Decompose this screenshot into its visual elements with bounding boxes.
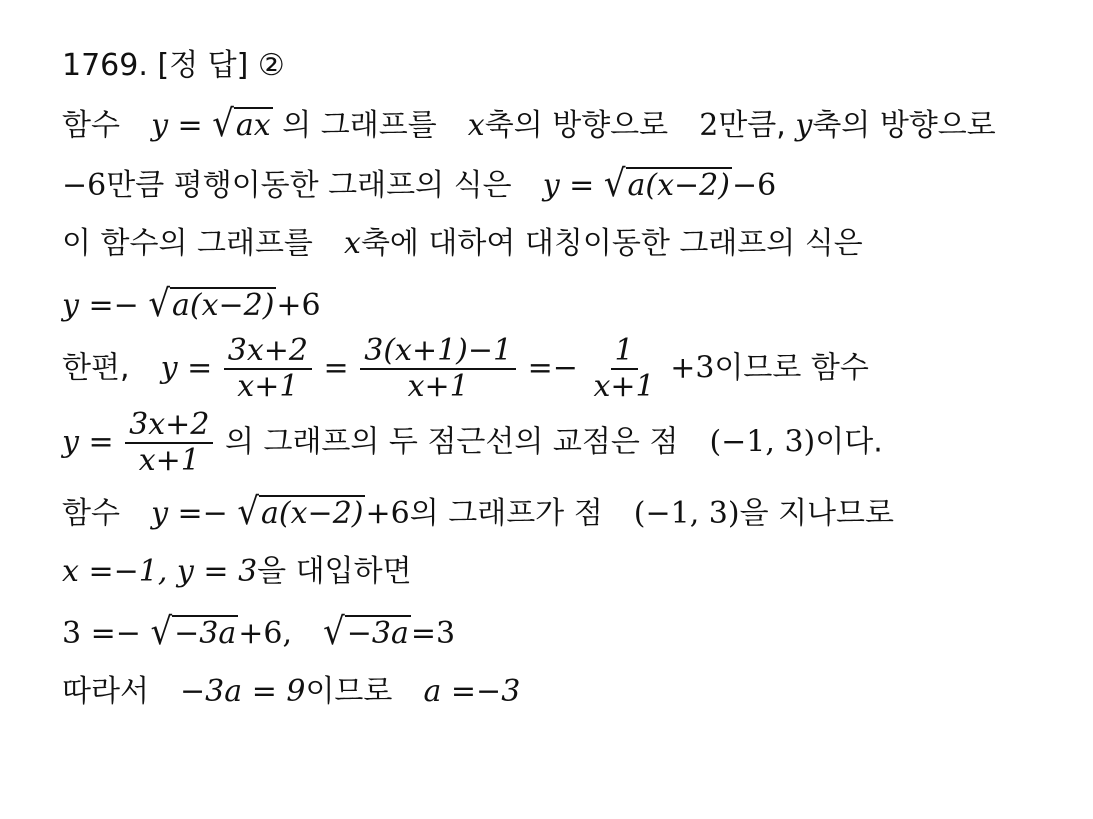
text: 이다. (815, 424, 883, 460)
solution-line-5 (62, 334, 1073, 408)
sqrt-expr: √a(x−2) (148, 282, 275, 326)
text: 축에 대하여 대칭이동한 그래프의 식은 (360, 226, 863, 261)
text: 의 그래프를 (282, 108, 437, 143)
math-expr: y =− (62, 288, 139, 323)
fraction: $\frac{3(x+1)-1}{x+1}$ (360, 334, 516, 404)
math-var: y (795, 108, 813, 143)
text: 함수 (62, 108, 120, 143)
solution-line-10 (62, 662, 1073, 722)
math-expr: +6 (276, 288, 321, 323)
solution-line-6 (62, 408, 1073, 482)
math-expr: y = (151, 108, 203, 143)
solution-line-2 (62, 154, 1073, 214)
solution-line-3 (62, 214, 1073, 274)
math-expr: =− (527, 350, 578, 386)
math-expr: −3a = 9 (180, 674, 306, 709)
sqrt-expr: √a(x−2) (237, 490, 364, 534)
math-expr: y = 3 (176, 554, 258, 589)
math-expr: y = (62, 424, 114, 460)
math-expr: x =−1, (62, 554, 168, 589)
math-var: x (344, 226, 361, 261)
solution-line-4 (62, 274, 1073, 334)
math-expr: 3 =− (62, 616, 141, 651)
sqrt-expr: √a(x−2) (603, 162, 730, 206)
math-expr: +6, (238, 616, 292, 651)
text: 의 그래프의 두 점근선의 교점은 점 (224, 424, 679, 460)
text: 함수 (62, 496, 120, 531)
solution-document (62, 36, 1073, 722)
math-expr: y = (160, 350, 213, 386)
text: 을 대입하면 (257, 554, 412, 589)
solution-line-8 (62, 542, 1073, 602)
text: 이 함수의 그래프를 (62, 226, 313, 261)
solution-line-1 (62, 94, 1073, 154)
text: 이므로 (305, 674, 393, 709)
sqrt-expr: √−3a (150, 610, 237, 654)
text: 만큼 평행이동한 그래프의 식은 (106, 168, 512, 203)
math-expr: = (323, 350, 349, 386)
problem-number: 1769. (62, 48, 148, 83)
math-expr: y = (542, 168, 595, 203)
math-expr: +6 (365, 496, 410, 531)
fraction: $\frac{1}{x+1}$ (593, 333, 655, 404)
math-var: x (467, 108, 485, 143)
sqrt-expr: √ax (212, 102, 271, 146)
math-expr: +3 (670, 350, 715, 386)
text: 이므로 함수 (714, 350, 869, 386)
math-expr: =3 (410, 616, 456, 651)
answer-choice: ② (257, 48, 285, 83)
math-point: (−1, 3) (633, 496, 740, 531)
text: 축의 방향으로 (484, 108, 669, 143)
final-answer: a =−3 (423, 674, 521, 709)
answer-label: [정 답] (157, 48, 249, 83)
fraction: $\frac{3x+2}{x+1}$ (125, 408, 213, 478)
solution-line-9 (62, 602, 1073, 662)
text: 한편, (62, 350, 130, 386)
fraction: $\frac{3x+2}{x+1}$ (224, 334, 312, 404)
text: 축의 방향으로 (812, 108, 996, 143)
text: 만큼, (718, 108, 786, 143)
math-point: (−1, 3) (709, 424, 816, 460)
text: 을 지나므로 (739, 496, 894, 531)
solution-line-7 (62, 482, 1073, 542)
text: 따라서 (62, 674, 149, 709)
math-num: 2 (699, 108, 719, 143)
problem-header (62, 36, 1073, 94)
text: 의 그래프가 점 (409, 496, 603, 531)
math-expr: −6 (731, 168, 777, 203)
sqrt-expr: √−3a (323, 610, 409, 654)
math-num: −6 (62, 168, 107, 203)
math-expr: y =− (151, 496, 228, 531)
